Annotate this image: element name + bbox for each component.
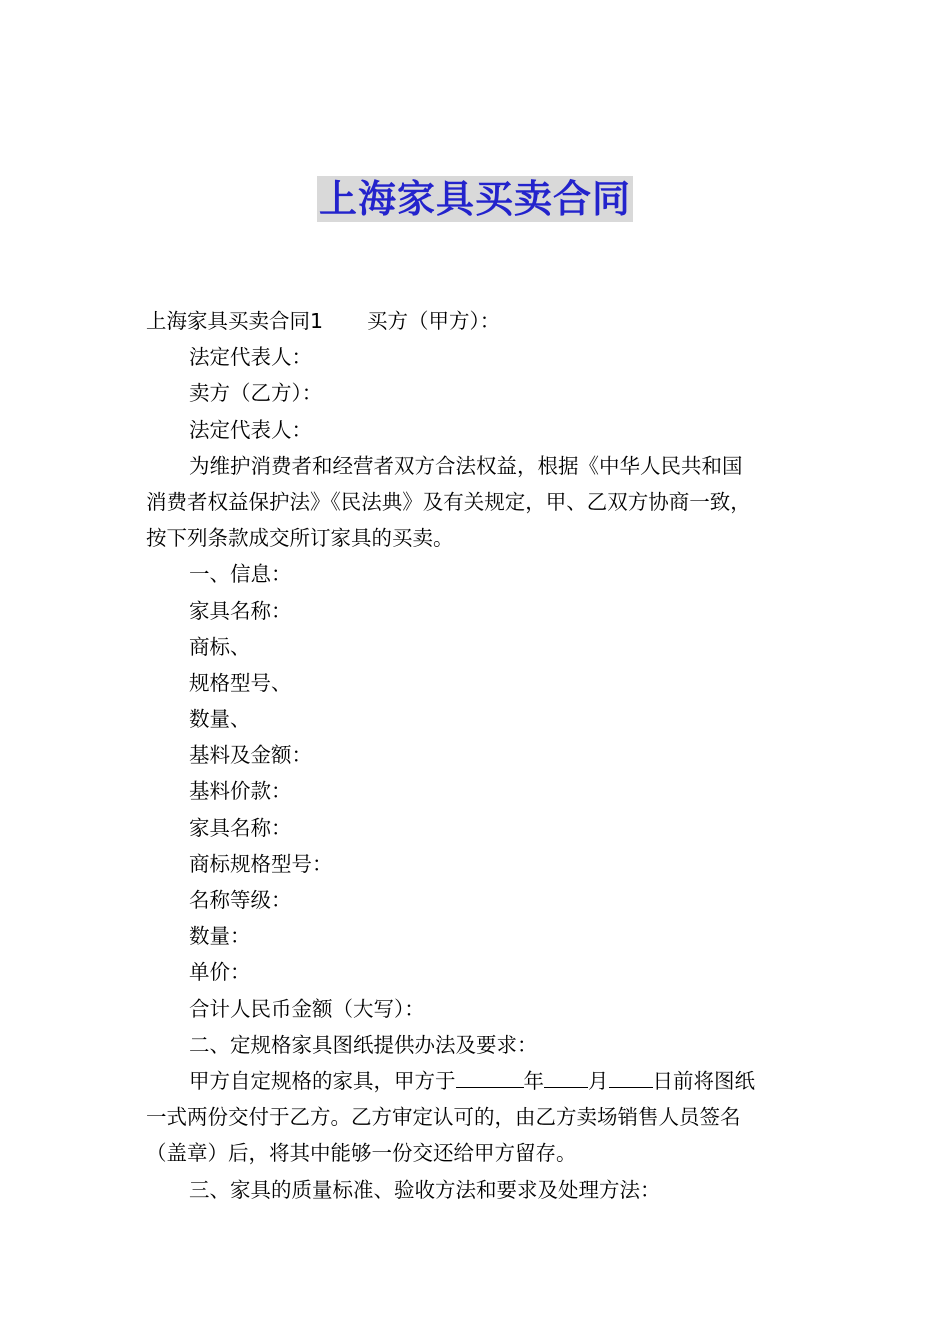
field-spec-model: 规格型号、 xyxy=(189,670,292,695)
month-label: 月 xyxy=(588,1068,609,1093)
field-grade: 名称等级： xyxy=(189,888,292,912)
preamble-line-2: 消费者权益保护法》《民法典》及有关规定，甲、乙双方协商一致， xyxy=(146,489,751,514)
title-block xyxy=(0,176,950,222)
field-trademark-spec: 商标规格型号： xyxy=(189,851,333,876)
document-title: 上海家具买卖合同 xyxy=(318,177,631,221)
section-2-line-1 xyxy=(146,1063,826,1099)
year-blank xyxy=(456,1065,524,1088)
field-trademark: 商标、 xyxy=(189,634,251,659)
field-base-material: 基料及金额： xyxy=(189,743,312,768)
section-2-text-a: 甲方自定规格的家具，甲方于 xyxy=(189,1068,456,1093)
contract-body xyxy=(146,303,826,1208)
buyer-representative: 法定代表人： xyxy=(189,345,312,370)
day-blank xyxy=(609,1065,653,1088)
field-unit-price: 单价： xyxy=(189,960,251,985)
seller-label: 卖方（乙方）： xyxy=(189,381,323,406)
preamble-line-3: 按下列条款成交所订家具的买卖。 xyxy=(146,526,454,551)
section-2-text-b: 日前将图纸 xyxy=(652,1068,755,1093)
field-total-amount: 合计人民币金额（大写）： xyxy=(189,996,425,1021)
section-2-line-3: （盖章）后，将其中能够一份交还给甲方留存。 xyxy=(146,1141,577,1166)
field-quantity: 数量、 xyxy=(189,707,251,732)
contract-subtitle: 上海家具买卖合同1 xyxy=(146,309,324,333)
preamble-line-1: 为维护消费者和经营者双方合法权益，根据《中华人民共和国 xyxy=(189,453,743,478)
contract-header-line xyxy=(146,303,826,339)
year-label: 年 xyxy=(523,1068,544,1093)
seller-representative: 法定代表人： xyxy=(189,417,312,442)
section-2-heading: 二、定规格家具图纸提供办法及要求： xyxy=(189,1032,538,1057)
field-base-material-price: 基料价款： xyxy=(189,779,292,804)
field-quantity-2: 数量： xyxy=(189,924,251,949)
section-2-line-2: 一式两份交付于乙方。乙方审定认可的，由乙方卖场销售人员签名 xyxy=(146,1105,741,1130)
field-furniture-name: 家具名称： xyxy=(189,598,292,623)
month-blank xyxy=(544,1065,588,1088)
section-1-heading: 一、信息： xyxy=(189,562,292,587)
field-furniture-name-2: 家具名称： xyxy=(189,815,292,840)
section-3-heading: 三、家具的质量标准、验收方法和要求及处理方法： xyxy=(189,1177,661,1202)
buyer-label: 买方（甲方）： xyxy=(367,309,501,333)
